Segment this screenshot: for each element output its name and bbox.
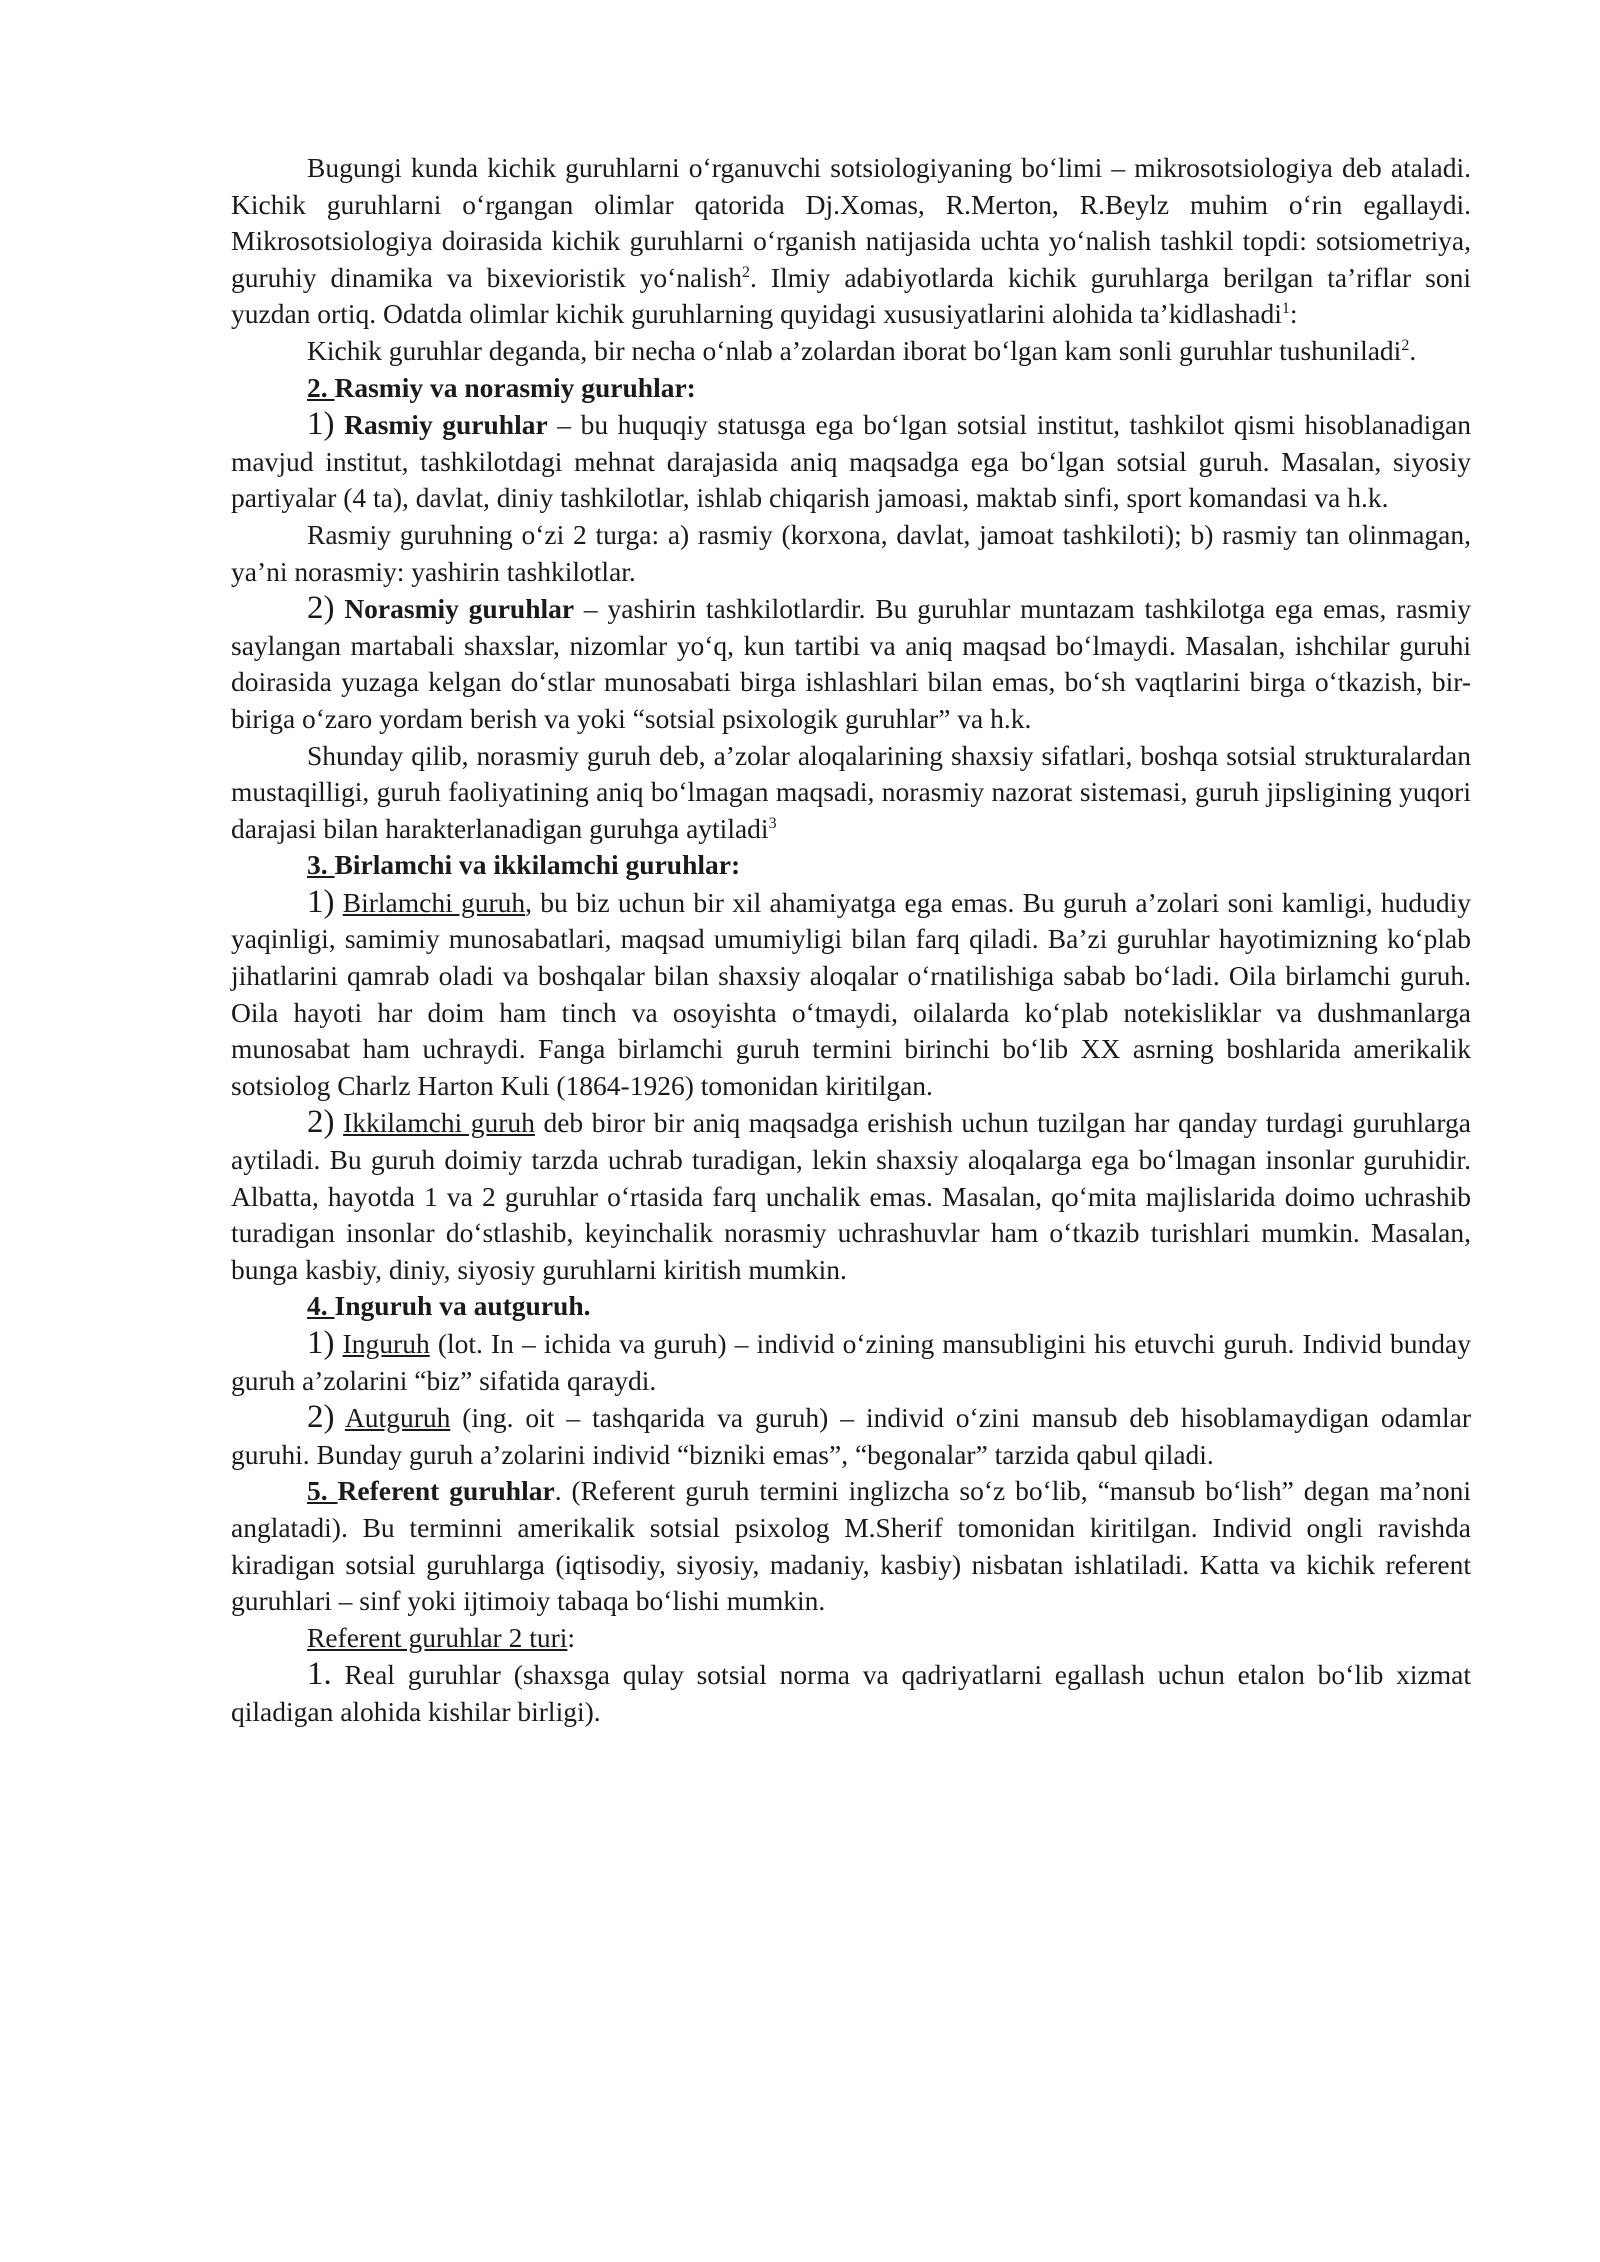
formal-groups-paragraph bbox=[231, 406, 1471, 517]
paragraph-text: : bbox=[567, 1621, 576, 1653]
paragraph-text: – bu huquqiy statusga ega bo‘lgan sotsial institut, tashkilot qismi hisoblanadigan mavjud institut, tashkilotdagi mehnat darajasida aniq maqsadga ega bo‘lgan sotsial guruh. Masalan, siyosiy partiyalar (4 ta), davlat, diniy tashkilotlar, ishlab chiqarish jamoasi, maktab sinfi, sport komandasi va h.k. bbox=[231, 409, 1472, 514]
item-number: 1) bbox=[307, 883, 335, 920]
term-outgroup: Autguruh bbox=[344, 1402, 451, 1434]
term-reference-types: Referent guruhlar 2 turi bbox=[307, 1621, 568, 1653]
definition-text-end: . bbox=[1409, 334, 1417, 366]
informal-summary-paragraph bbox=[231, 738, 1471, 848]
paragraph-text: (ing. oit – tashqarida va guruh) – individ o‘zini mansub deb hisoblamaydigan odamlar guruhi. Bunday guruh a’zolarini individ “bizniki emas”, “begonalar” tarzida qabul qiladi. bbox=[231, 1402, 1471, 1470]
section-heading-2 bbox=[231, 370, 1471, 407]
section-number: 4. bbox=[307, 1290, 335, 1322]
item-number: 2) bbox=[307, 1399, 335, 1436]
paragraph-text: deb biror bir aniq maqsadga erishish uchun tuzilgan har qanday turdagi guruhlarga aytiladi. Bu guruh doimiy tarzda uchrab turadigan, lekin shaxsiy aloqalarga ega bo‘lmagan insonlar guruhidir. Albatta, hayotda 1 va 2 guruhlar o‘rtasida farq unchalik emas. Masalan, qo‘mita majlislarida doimo uchrashib turadigan insonlar do‘stlashib, keyinchalik norasmiy uchrashuvlar ham o‘tkazib turishlari mumkin. Masalan, bunga kasbiy, diniy, siyosiy guruhlarni kiritish mumkin. bbox=[231, 1107, 1471, 1285]
footnote-ref[interactable]: 2 bbox=[742, 263, 750, 281]
intro-text-continued: . Ilmiy adabiyotlarda kichik guruhlarga berilgan ta’riflar soni yuzdan ortiq. Odatda olimlar kichik guruhlarning quyidagi xususiyatlarini alohida ta’kidlashadi bbox=[231, 261, 1472, 330]
informal-groups-paragraph bbox=[231, 590, 1471, 737]
term-ingroup: Inguruh bbox=[342, 1328, 430, 1359]
reference-groups-paragraph bbox=[231, 1473, 1471, 1619]
term-informal-groups: Norasmiy guruhlar bbox=[344, 593, 575, 625]
formal-group-types-paragraph bbox=[231, 517, 1471, 590]
section-heading-3 bbox=[231, 847, 1471, 884]
item-number: 2) bbox=[307, 1104, 335, 1141]
footnote-ref[interactable]: 1 bbox=[1281, 300, 1290, 318]
item-number: 1) bbox=[307, 1325, 335, 1361]
term-primary-group: Birlamchi guruh bbox=[342, 886, 526, 918]
paragraph-text: (lot. In – ichida va guruh) – individ o‘zining mansubligini his etuvchi guruh. Individ bunday guruh a’zolarini “biz” sifatida qaraydi. bbox=[231, 1328, 1472, 1396]
real-groups-paragraph bbox=[231, 1656, 1471, 1730]
document-page bbox=[231, 150, 1471, 1731]
footnote-ref[interactable]: 3 bbox=[768, 814, 777, 832]
section-number: 2. bbox=[307, 371, 335, 403]
paragraph-text: Rasmiy guruhning o‘zi 2 turga: a) rasmiy (korxona, davlat, jamoat tashkiloti); b) rasmiy tan olinmagan, ya’ni norasmiy: yashirin tashkilotlar. bbox=[231, 518, 1471, 587]
term-secondary-group: Ikkilamchi guruh bbox=[343, 1107, 535, 1139]
footnote-ref[interactable]: 2 bbox=[1401, 336, 1410, 354]
item-number: 1. bbox=[307, 1656, 332, 1693]
reference-types-heading bbox=[231, 1620, 1471, 1657]
section-title: Rasmiy va norasmiy guruhlar: bbox=[334, 371, 696, 403]
intro-text: Bugungi kunda kichik guruhlarni o‘rganuvchi sotsiologiyaning bo‘limi – mikrosotsiologiya deb ataladi. Kichik guruhlarni o‘rgangan olimlar qatorida Dj.Xomas, R.Merton, R.Beylz muhim o‘rin egallaydi. Mikrosotsiologiya doirasida kichik guruhlarni o‘rganish natijasida uchta yo‘nalish tashkil topdi: sotsiometriya, guruhiy dinamika va bixevioristik yo‘nalish bbox=[231, 152, 1471, 293]
term-formal-groups: Rasmiy guruhlar bbox=[344, 409, 548, 441]
small-groups-definition bbox=[231, 333, 1471, 370]
intro-text-end: : bbox=[1289, 298, 1298, 330]
paragraph-text: – yashirin tashkilotlardir. Bu guruhlar muntazam tashkilotga ega emas, rasmiy saylangan martabali shaxslar, nizomlar yo‘q, kun tartibi va aniq maqsad bo‘lmaydi. Masalan, ishchilar guruhi doirasida yuzaga kelgan do‘stlar munosabati birga ishlashlari bilan emas, bo‘sh vaqtlarini birga o‘tkazish, bir-biriga o‘zaro yordam berish va yoki “sotsial psixologik guruhlar” va h.k. bbox=[231, 593, 1472, 734]
paragraph-text: Shunday qilib, norasmiy guruh deb, a’zolar aloqalarining shaxsiy sifatlari, boshqa sotsial strukturalardan mustaqilligi, guruh faoliyatining aniq bo‘lmagan maqsadi, norasmiy nazorat sistemasi, guruh jipsligining yuqori darajasi bilan harakterlanadigan guruhga aytiladi bbox=[231, 739, 1471, 844]
primary-group-paragraph bbox=[231, 884, 1471, 1105]
item-number: 2) bbox=[307, 590, 335, 627]
definition-text: Kichik guruhlar deganda, bir necha o‘nlab a’zolardan iborat bo‘lgan kam sonli guruhlar tushuniladi bbox=[307, 334, 1402, 366]
section-title: Inguruh va autguruh. bbox=[334, 1290, 591, 1322]
paragraph-text: . (Referent guruh termini inglizcha so‘z bo‘lib, “mansub bo‘lish” degan ma’noni anglatadi). Bu terminni amerikalik sotsial psixolog M.Sherif tomonidan kiritilgan. Individ ongli ravishda kiradigan sotsial guruhlarga (iqtisodiy, siyosiy, madaniy, kasbiy) nisbatan ishlatiladi. Katta va kichik referent guruhlari – sinf yoki ijtimoiy tabaqa bo‘lishi mumkin. bbox=[231, 1475, 1472, 1617]
ingroup-paragraph bbox=[231, 1325, 1471, 1399]
section-heading-4 bbox=[231, 1288, 1471, 1325]
intro-paragraph bbox=[231, 150, 1471, 333]
outgroup-paragraph bbox=[231, 1399, 1471, 1473]
section-number: 3. bbox=[307, 849, 335, 881]
secondary-group-paragraph bbox=[231, 1104, 1471, 1288]
section-number: 5. bbox=[307, 1475, 338, 1507]
section-title: Birlamchi va ikkilamchi guruhlar: bbox=[334, 849, 741, 881]
term-reference-groups: Referent guruhlar bbox=[337, 1475, 555, 1507]
paragraph-text: Real guruhlar (shaxsga qulay sotsial norma va qadriyatlarni egallash uchun etalon bo‘lib xizmat qiladigan alohida kishilar birligi). bbox=[231, 1659, 1471, 1727]
item-number: 1) bbox=[307, 406, 335, 443]
paragraph-text: , bu biz uchun bir xil ahamiyatga ega emas. Bu guruh a’zolari soni kamligi, hududiy yaqinligi, samimiy munosabatlari, maqsad umumiyligi bilan farq qiladi. Ba’zi guruhlar hayotimizning ko‘plab jihatlarini qamrab oladi va boshqalar bilan shaxsiy aloqalar o‘rnatilishiga sabab bo‘ladi. Oila birlamchi guruh. Oila hayoti har doim ham tinch va osoyishta o‘tmaydi, oilalarda ko‘plab notekisliklar va dushmanlarga munosabat ham uchraydi. Fanga birlamchi guruh termini birinchi bo‘lib XX asrning boshlarida amerikalik sotsiolog Charlz Harton Kuli (1864-1926) tomonidan kiritilgan. bbox=[231, 886, 1471, 1101]
